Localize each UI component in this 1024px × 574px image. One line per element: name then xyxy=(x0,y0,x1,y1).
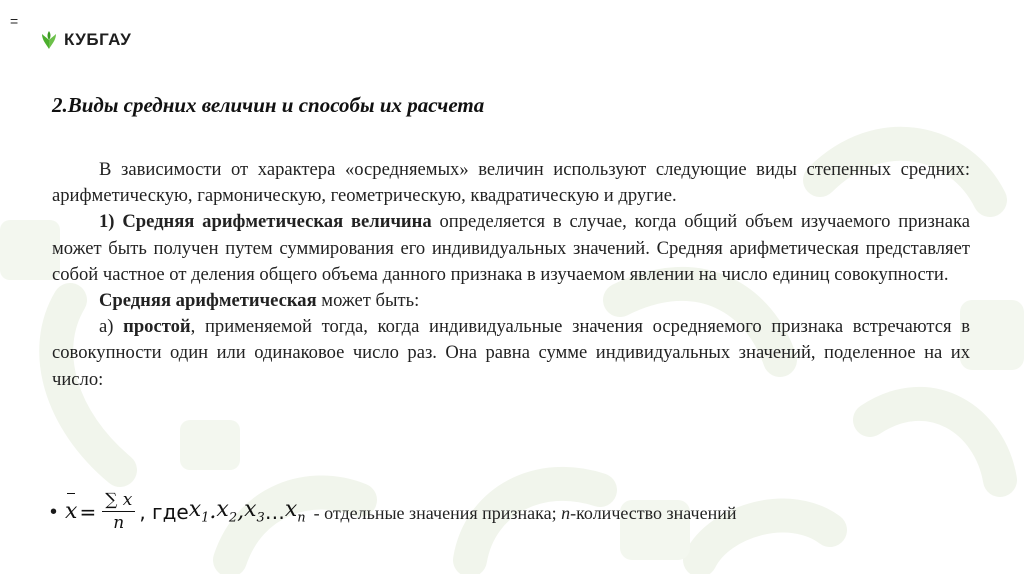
paragraph-4-bold: простой xyxy=(123,316,191,338)
paragraph-3-text: может быть: xyxy=(316,290,420,312)
paragraph-4-text: , применяемой тогда, когда индивидуальные значения осредняемого признака встречаются в совокупности один или одинаковое число раз. Она равна сумме индивидуальных значений, поделенное на их число: xyxy=(52,316,971,390)
page-title: 2.Виды средних величин и способы их расчета xyxy=(52,93,485,117)
desc-n: n xyxy=(561,503,571,523)
paragraph-3 xyxy=(52,288,970,314)
paragraph-1-text: В зависимости от характера «осредняемых» величин используют следующие виды степенных средних: арифметическую, гармоническую, геометрическую, квадратическую и другие. xyxy=(52,159,970,207)
x3 xyxy=(244,497,265,525)
desc-values: - отдельные значения признака; xyxy=(313,503,562,523)
fraction-denominator: n xyxy=(113,513,125,533)
logo xyxy=(40,30,131,50)
logo-text: КУБГАУ xyxy=(64,30,132,49)
dot-separator: . xyxy=(209,499,217,524)
formula-line xyxy=(50,466,737,533)
paragraph-2 xyxy=(52,209,970,288)
formula-row xyxy=(65,490,736,533)
paragraph-2-text: определяется в случае, когда общий объем изучаемого признака может быть получен путем суммирования его индивидуальных значений. Средняя арифметическая представляет собой частное от деления общего объема данного признака в изучаемом явлении на число единиц совокупности. xyxy=(52,211,970,285)
x1 xyxy=(189,497,210,525)
comma-separator: , xyxy=(237,499,245,524)
x3-letter: x xyxy=(244,497,257,523)
paragraph-1 xyxy=(52,157,970,209)
desc-count: -количество значений xyxy=(570,503,737,523)
menu-mark: = xyxy=(10,13,19,29)
x1-index: 1 xyxy=(201,510,210,526)
xn-index: n xyxy=(297,510,306,526)
bullet: • xyxy=(50,501,58,523)
x2 xyxy=(216,497,237,525)
paragraph-4-prefix: а) xyxy=(99,316,124,338)
xn xyxy=(285,497,306,525)
mean-symbol: x xyxy=(65,499,78,524)
paragraph-4 xyxy=(52,314,970,393)
where-text: , где xyxy=(139,499,189,524)
ellipsis: … xyxy=(264,499,285,524)
x2-index: 2 xyxy=(228,510,238,526)
paragraph-3-bold: Средняя арифметическая xyxy=(99,290,317,312)
x1-letter: x xyxy=(188,497,202,523)
paragraph-2-bold: 1) Средняя арифметическая величина xyxy=(99,211,432,233)
x2-letter: x xyxy=(216,497,229,523)
fraction-numerator: ∑ x xyxy=(102,490,135,512)
body-text xyxy=(52,157,970,393)
x3-index: 3 xyxy=(256,510,265,526)
xn-letter: x xyxy=(284,497,298,523)
equals-sign: = xyxy=(79,499,97,524)
leaf-icon xyxy=(40,30,58,50)
formula-description xyxy=(314,503,737,524)
fraction xyxy=(102,490,135,533)
